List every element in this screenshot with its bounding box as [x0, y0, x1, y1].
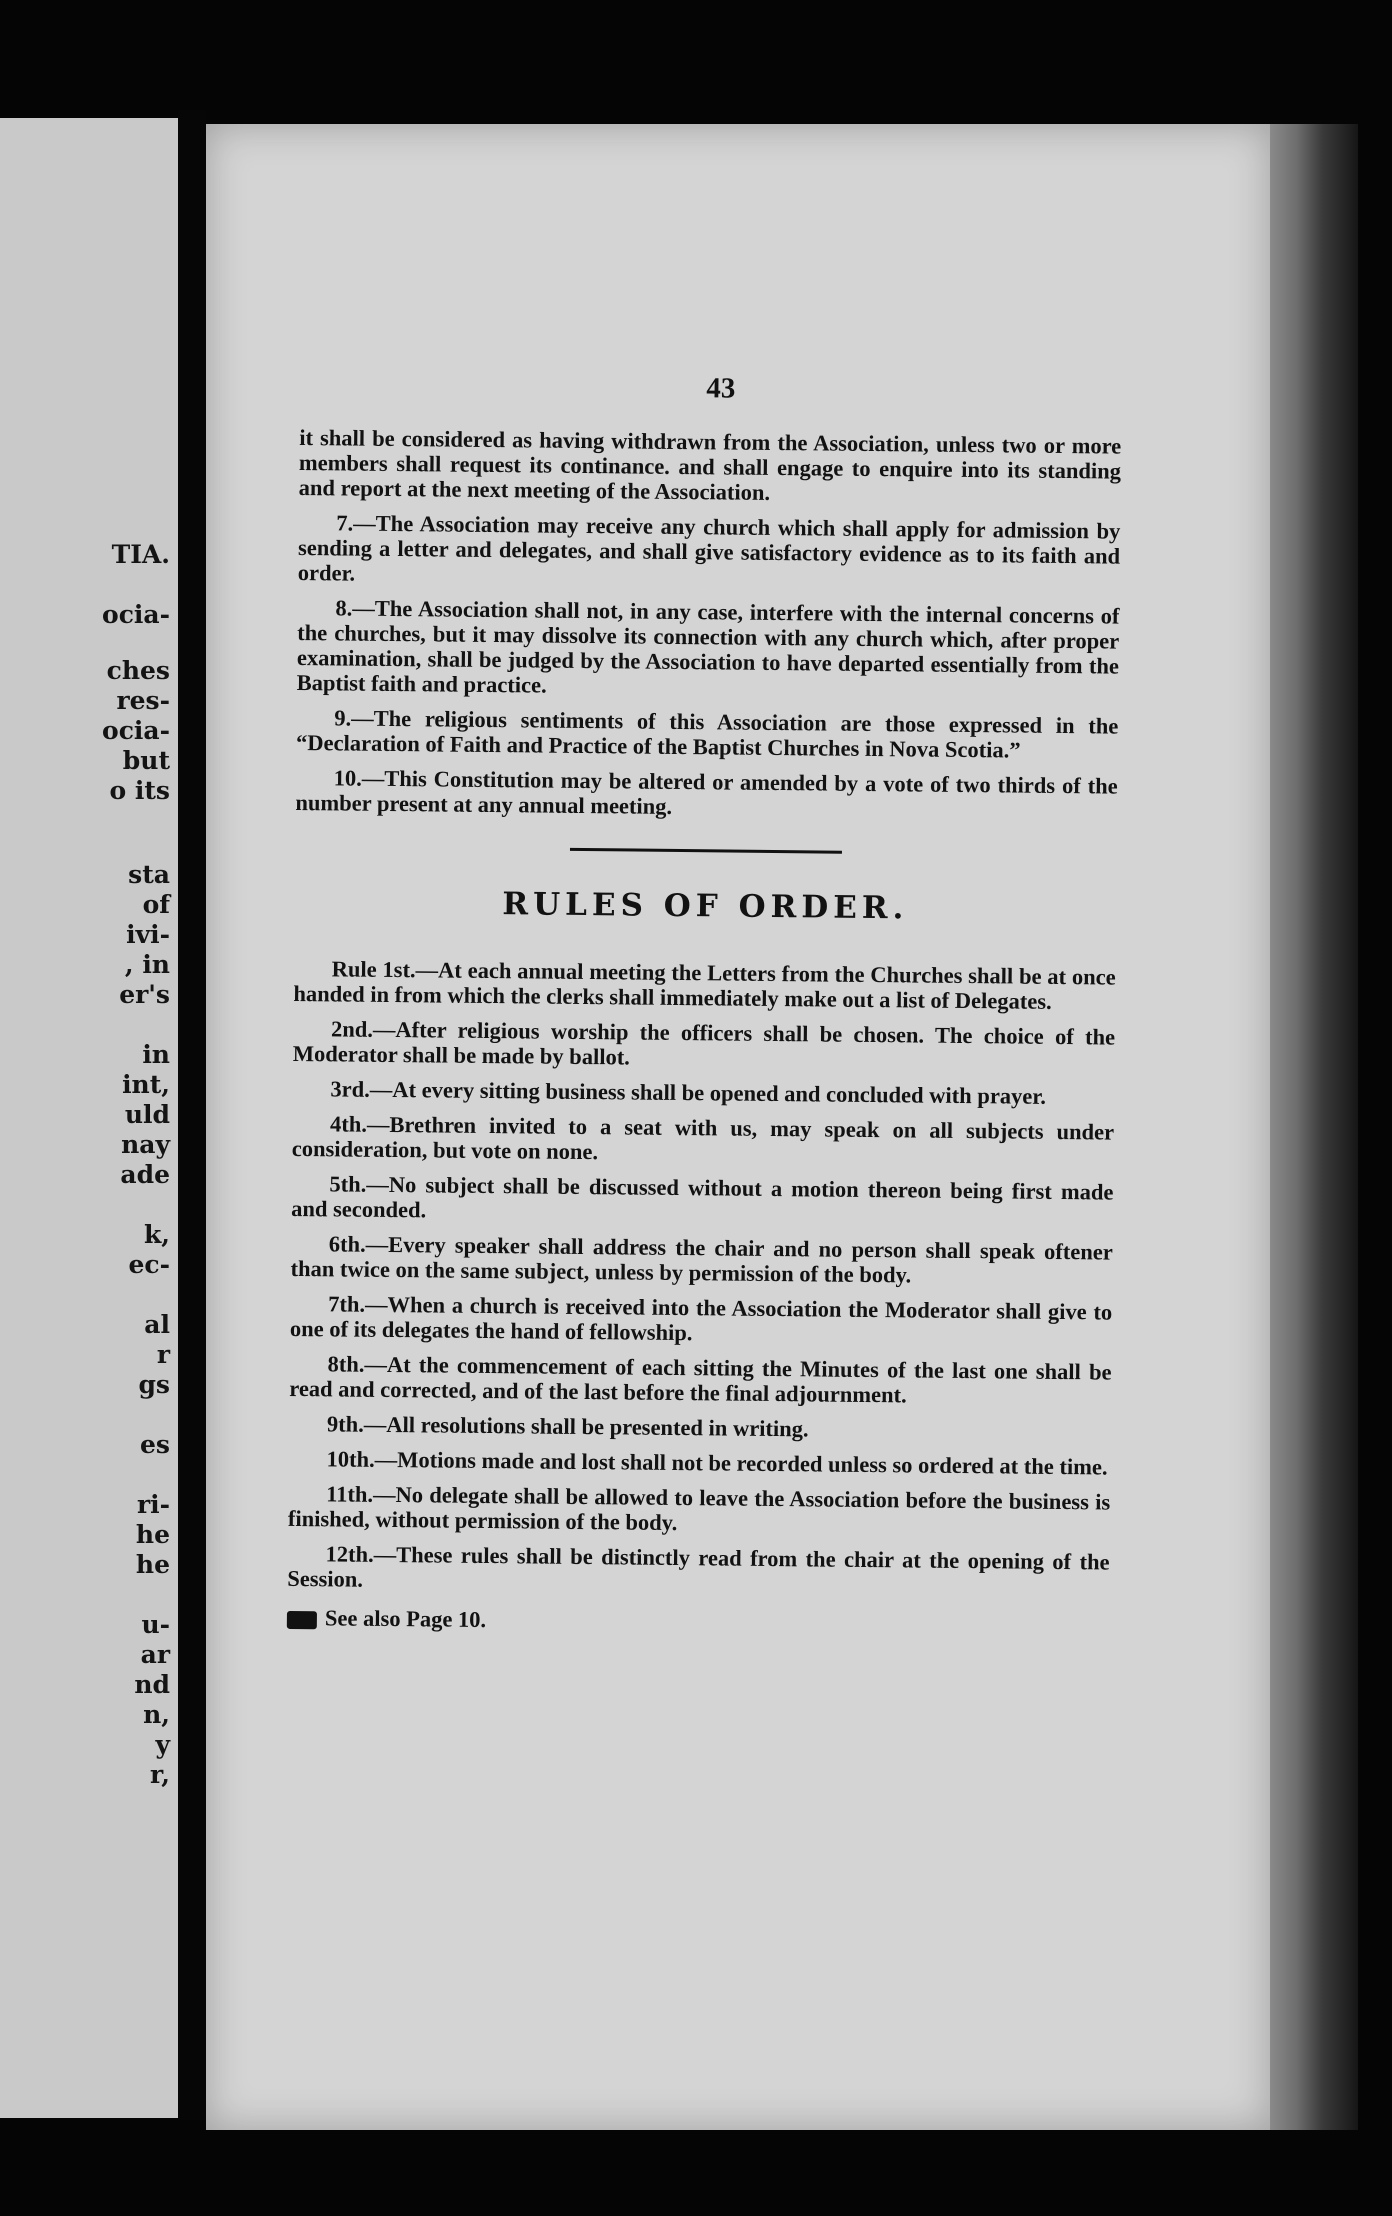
section-heading: RULES OF ORDER.: [502, 886, 909, 927]
left-page-text-fragment: ri-: [136, 1490, 170, 1519]
article-9: 9.—The religious sentiments of this Association are those expressed in the “Declaration of Faith and Practice of the Baptist Churches in Nova Scotia.”: [295, 705, 1119, 763]
left-page-text-fragment: ivi-: [126, 920, 170, 949]
left-page-text-fragment: o its: [109, 776, 170, 805]
rule-9: 9th.—All resolutions shall be presented in writing.: [326, 1411, 809, 1442]
left-page-text-fragment: r: [156, 1340, 170, 1369]
rule-10: 10th.—Motions made and lost shall not be recorded unless so ordered at the time.: [326, 1446, 1108, 1480]
left-page-text-fragment: y: [155, 1730, 170, 1759]
left-page-text-fragment: ec-: [128, 1250, 170, 1279]
article-7: 7.—The Association may receive any church which shall apply for admission by sending a letter and delegates, and shall give satisfactory evidence as to its faith and order.: [297, 510, 1121, 586]
rule-4: 4th.—Brethren invited to a seat with us, may speak on all subjects under consideration, but vote on none.: [291, 1111, 1115, 1165]
paragraph-continuation: it shall be considered as having withdrawn from the Association, unless two or more members shall request its continance. and shall engage to enquire into its standing and report at the next meeting of the Association.: [298, 424, 1122, 505]
left-page-text-fragment: in: [142, 1040, 170, 1069]
left-page-text-fragment: ar: [140, 1640, 170, 1669]
left-page-text-fragment: es: [140, 1430, 170, 1459]
left-page-fragment: [0, 118, 178, 2118]
left-page-text-fragment: ade: [120, 1160, 170, 1189]
see-also-text: See also Page 10.: [324, 1605, 487, 1633]
left-page-text-fragment: , in: [124, 950, 170, 979]
left-page-text-fragment: he: [135, 1550, 170, 1579]
left-page-text-fragment: uld: [124, 1100, 170, 1129]
left-page-text-fragment: TIA.: [111, 540, 170, 569]
rule-6: 6th.—Every speaker shall address the chair and no person shall speak oftener than twice on the same subject, unless by permission of the body.: [290, 1231, 1113, 1288]
rule-3: 3rd.—At every sitting business shall be opened and concluded with prayer.: [330, 1076, 1047, 1109]
left-page-text-fragment: gs: [138, 1370, 170, 1399]
left-page-text-fragment: sta: [128, 860, 170, 889]
left-page-text-fragment: int,: [122, 1070, 170, 1099]
page-number: 43: [706, 372, 736, 405]
left-page-text-fragment: nay: [121, 1130, 170, 1159]
page-content: [287, 368, 1122, 1640]
pointing-hand-icon: [287, 1611, 317, 1629]
left-page-text-fragment: u-: [141, 1610, 170, 1639]
article-8: 8.—The Association shall not, in any case, interfere with the internal concerns of the churches, but it may dissolve its connection with any church which, after proper examination, shall be judged by the Association to have departed essentially from the Baptist faith and practice.: [296, 595, 1120, 698]
rule-1: Rule 1st.—At each annual meeting the Letters from the Churches shall be at once handed in from which the clerks shall immediately make out a list of Delegates.: [293, 956, 1116, 1014]
article-10: 10.—This Constitution may be altered or amended by a vote of two thirds of the number present at any annual meeting.: [295, 765, 1118, 819]
left-page-text-fragment: nd: [134, 1670, 170, 1699]
rule-5: 5th.—No subject shall be discussed without a motion thereon being first made and seconded.: [291, 1171, 1114, 1223]
left-page-text-fragment: r,: [149, 1760, 170, 1789]
section-divider: [570, 848, 842, 854]
left-page-text-fragment: er's: [119, 980, 170, 1009]
rule-8: 8th.—At the commencement of each sitting the Minutes of the last one shall be read and corrected, and of the last before the final adjournment.: [289, 1351, 1112, 1408]
left-page-text-fragment: al: [144, 1310, 170, 1339]
rule-2: 2nd.—After religious worship the officers shall be chosen. The choice of the Moderator shall be made by ballot.: [292, 1016, 1116, 1070]
left-page-text-fragment: ocia-: [102, 716, 170, 745]
book-gutter: [178, 110, 206, 2120]
rule-7: 7th.—When a church is received into the Association the Moderator shall give to one of its delegates the hand of fellowship.: [289, 1291, 1113, 1346]
left-page-text-fragment: res-: [116, 686, 170, 715]
left-page-text-fragment: he: [135, 1520, 170, 1549]
left-page-text-fragment: of: [142, 890, 170, 919]
left-page-text-fragment: but: [122, 746, 170, 775]
left-page-text-fragment: k,: [143, 1220, 170, 1249]
left-page-text-fragment: n,: [143, 1700, 170, 1729]
left-page-text-fragment: ches: [106, 656, 170, 685]
rule-11: 11th.—No delegate shall be allowed to leave the Association before the business is finished, without permission of the body.: [287, 1481, 1111, 1536]
left-page-text-fragment: ocia-: [102, 600, 170, 629]
page-edge: [1270, 124, 1358, 2130]
rule-12: 12th.—These rules shall be distinctly read from the chair at the opening of the Session.: [287, 1541, 1110, 1592]
